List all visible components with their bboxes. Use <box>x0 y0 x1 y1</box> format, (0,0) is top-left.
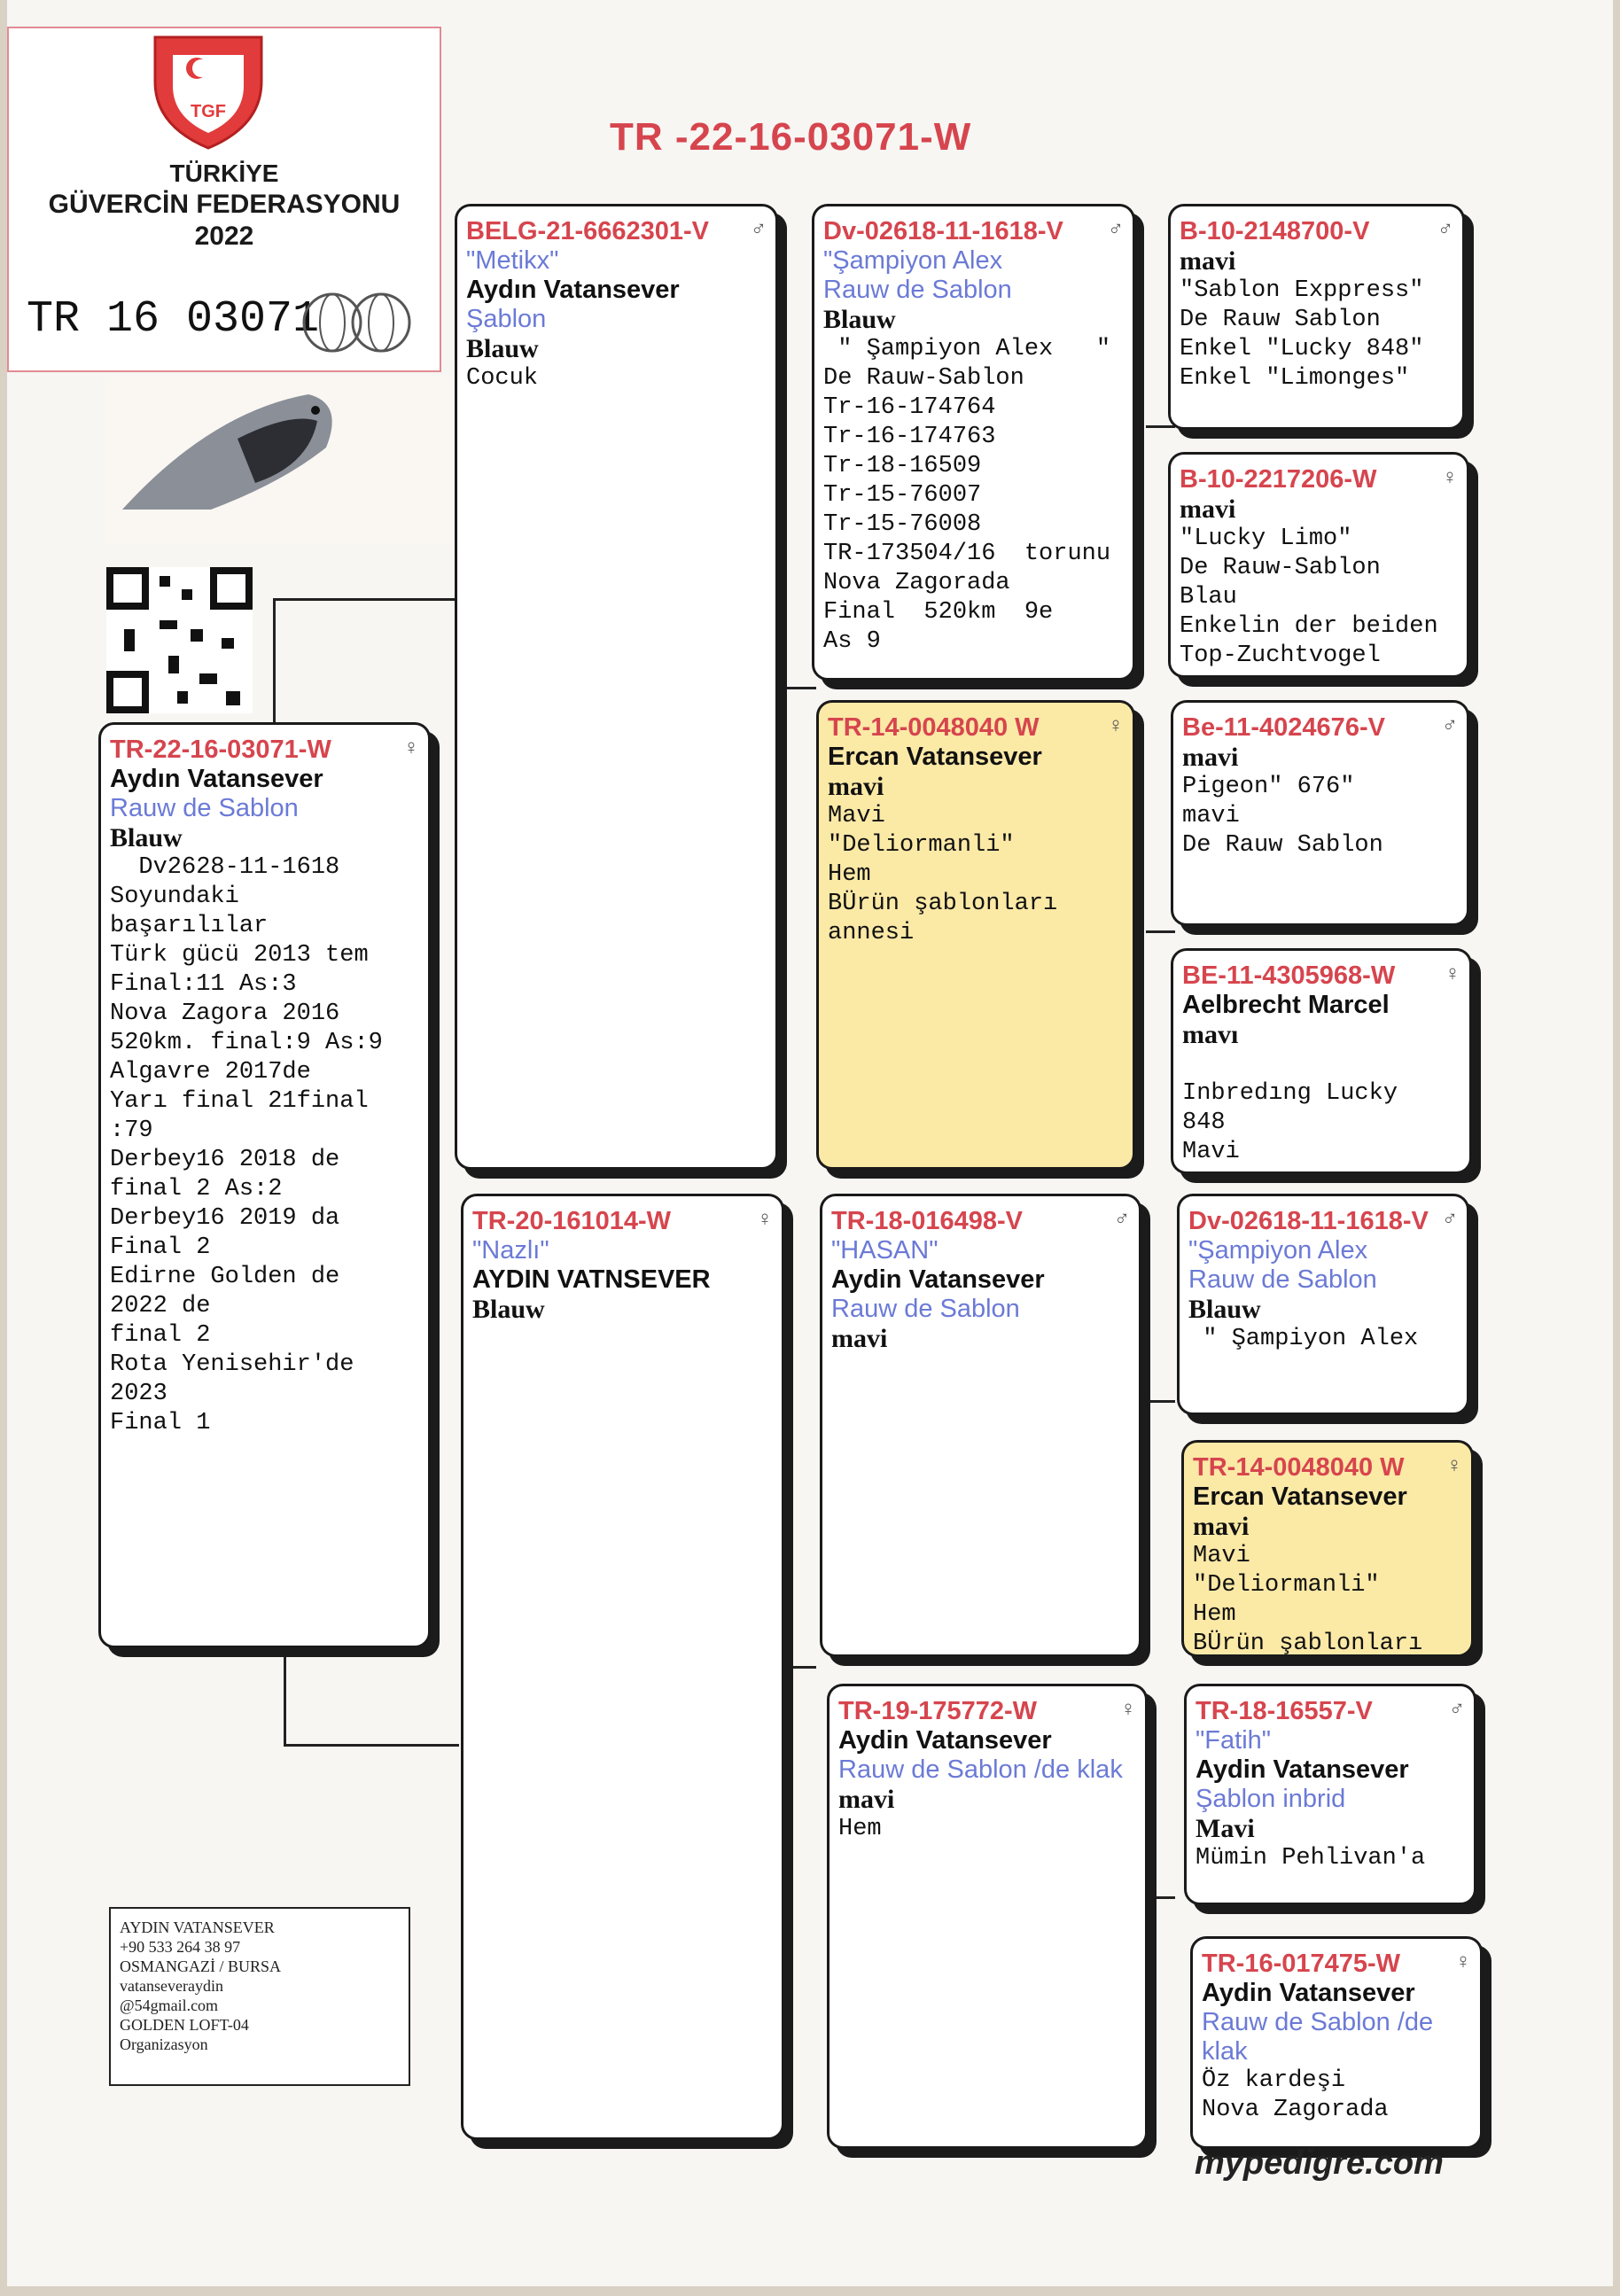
male-icon: ♂ <box>1108 217 1124 241</box>
ring-number: BELG-21-6662301-V ♂ <box>466 217 767 245</box>
pigeon-name: "Fatih" <box>1196 1726 1272 1755</box>
dam-dam-sire-card[interactable] <box>1184 1684 1476 1905</box>
owner-name: Aydin Vatansever <box>1196 1755 1409 1784</box>
pigeon-name: "Şampiyon Alex <box>823 246 1003 275</box>
male-icon: ♂ <box>1442 713 1458 737</box>
contact-line: AYDIN VATANSEVER <box>120 1919 275 1936</box>
owner-name: Aydın Vatansever <box>110 765 323 793</box>
female-icon: ♀ <box>757 1207 773 1231</box>
contact-line: @54gmail.com <box>120 1996 219 2014</box>
owner-name: Aelbrecht Marcel <box>1182 991 1390 1019</box>
connector-line <box>781 687 816 689</box>
notes: "Lucky Limo" De Rauw-Sablon Blau Enkelin der beiden Top-Zuchtvogel <box>1180 525 1438 669</box>
connector-line <box>273 598 276 722</box>
dam-dam-card[interactable] <box>827 1684 1148 2149</box>
notes: " Şampiyon Alex <box>1188 1326 1419 1352</box>
ring-number: Dv-02618-11-1618-V ♂ <box>823 217 1124 245</box>
sire-dam-sire-card[interactable] <box>1171 700 1469 926</box>
notes: Cocuk <box>466 365 539 392</box>
color: mavi <box>838 1785 895 1814</box>
female-icon: ♀ <box>1455 1950 1471 1973</box>
ring-number: Dv-02618-11-1618-V ♂ <box>1188 1207 1458 1235</box>
federation-name-line1: TÜRKİYE <box>169 160 279 187</box>
ring-number: TR-19-175772-W ♀ <box>838 1697 1136 1725</box>
contact-line: Organizasyon <box>120 2035 208 2053</box>
ring-number: TR-20-161014-W ♀ <box>472 1207 773 1235</box>
ring-number: TR-16-017475-W ♀ <box>1202 1950 1471 1978</box>
color: mavi <box>1193 1512 1250 1541</box>
owner-name: Aydin Vatansever <box>831 1265 1045 1294</box>
notes: Öz kardeşi Nova Zagorada <box>1202 2067 1389 2123</box>
dam-sire-card[interactable] <box>820 1194 1141 1657</box>
dam-sire-dam-card[interactable] <box>1181 1440 1474 1657</box>
ring-number: B-10-2148700-V ♂ <box>1180 217 1453 245</box>
male-icon: ♂ <box>1449 1697 1465 1721</box>
owner-name: Aydin Vatansever <box>1202 1979 1415 2007</box>
ring-number: Be-11-4024676-V ♂ <box>1182 713 1458 742</box>
sire-sire-sire-card[interactable] <box>1168 204 1465 430</box>
color: Blauw <box>472 1295 545 1324</box>
connector-line <box>1146 1896 1175 1899</box>
ring-number: TR-14-0048040 W ♀ <box>1193 1453 1462 1482</box>
dam-card[interactable] <box>461 1194 784 2140</box>
female-icon: ♀ <box>403 735 419 759</box>
female-icon: ♀ <box>1442 465 1458 489</box>
contact-line: GOLDEN LOFT-04 <box>120 2016 249 2034</box>
sire-sire-dam-card[interactable] <box>1168 452 1469 678</box>
connector-line <box>1146 425 1175 428</box>
owner-name: Aydın Vatansever <box>466 276 680 304</box>
brand-footer[interactable]: mypedigre.com <box>1195 2144 1444 2182</box>
owner-name: Ercan Vatansever <box>828 743 1042 771</box>
notes: Mavi "Deliormanli" Hem BÜrün şablonları annesi <box>828 803 1058 946</box>
sire-sire-card[interactable] <box>812 204 1135 681</box>
pigeon-name: "HASAN" <box>831 1236 939 1265</box>
federation-ring-number: TR 16 03071 <box>27 294 320 345</box>
male-icon: ♂ <box>1437 217 1453 241</box>
contact-box <box>109 1907 410 2086</box>
color: Blauw <box>1188 1295 1261 1324</box>
male-icon: ♂ <box>1442 1207 1458 1231</box>
notes: "Sablon Exppress" De Rauw Sablon Enkel "Lucky 848" Enkel "Limonges" <box>1180 277 1424 392</box>
notes: Hem <box>838 1816 882 1842</box>
color: mavi <box>1180 246 1236 276</box>
ring-number: BE-11-4305968-W ♀ <box>1182 961 1460 990</box>
notes: Inbredıng Lucky 848 Mavi <box>1182 1080 1398 1165</box>
strain: Rauw de Sablon <box>1188 1265 1377 1294</box>
notes: Mavi "Deliormanli" Hem BÜrün şablonları <box>1193 1543 1423 1657</box>
contact-line: OSMANGAZİ / BURSA <box>120 1957 282 1975</box>
ring-number: TR-18-016498-V ♂ <box>831 1207 1130 1235</box>
connector-line <box>273 598 459 601</box>
color: Blauw <box>823 305 896 334</box>
subject-pigeon-card[interactable] <box>98 722 431 1648</box>
owner-name: Aydin Vatansever <box>838 1726 1052 1755</box>
strain: Rauw de Sablon <box>831 1295 1020 1323</box>
female-icon: ♀ <box>1446 1453 1462 1477</box>
globe-icon <box>297 285 412 356</box>
strain: Rauw de Sablon /de klak <box>1202 2008 1434 2066</box>
pedigree-title: TR -22-16-03071-W <box>610 115 972 159</box>
strain: Rauw de Sablon <box>823 276 1012 304</box>
color: Mavi <box>1196 1814 1255 1843</box>
color: mavi <box>831 1324 888 1353</box>
ring-number: B-10-2217206-W ♀ <box>1180 465 1458 494</box>
color: mavi <box>1182 743 1239 772</box>
ring-number: TR-22-16-03071-W ♀ <box>110 735 419 764</box>
strain: Şablon inbrid <box>1196 1785 1346 1813</box>
federation-logo-text: TGF <box>191 102 226 121</box>
sire-card[interactable] <box>455 204 778 1170</box>
dam-sire-sire-card[interactable] <box>1177 1194 1469 1415</box>
strain: Şablon <box>466 305 547 333</box>
federation-year: 2022 <box>194 222 254 251</box>
pigeon-name: "Şampiyon Alex <box>1188 1236 1368 1265</box>
strain: Rauw de Sablon <box>110 794 299 822</box>
pigeon-name: "Nazlı" <box>472 1236 549 1265</box>
federation-certificate <box>7 27 441 372</box>
federation-name-line2: GÜVERCİN FEDERASYONU <box>48 190 401 219</box>
female-icon: ♀ <box>1108 713 1124 737</box>
dam-dam-dam-card[interactable] <box>1190 1936 1483 2149</box>
sire-dam-dam-card[interactable] <box>1171 948 1472 1174</box>
strain: Rauw de Sablon /de klak <box>838 1755 1123 1784</box>
sire-dam-card[interactable] <box>816 700 1135 1170</box>
notes: Mümin Pehlivan'a <box>1196 1845 1426 1872</box>
female-icon: ♀ <box>1445 961 1460 985</box>
connector-line <box>1146 930 1175 933</box>
connector-line <box>781 1666 816 1669</box>
qr-code <box>106 567 253 713</box>
male-icon: ♂ <box>751 217 767 241</box>
notes: Pigeon" 676" mavi De Rauw Sablon <box>1182 774 1383 859</box>
connector-line <box>1146 1400 1175 1403</box>
color: Blauw <box>466 334 539 363</box>
color: Blauw <box>110 823 183 852</box>
color: mavi <box>1180 494 1236 524</box>
pigeon-name: "Metikx" <box>466 246 559 275</box>
color: mavı <box>1182 1020 1239 1049</box>
notes: " Şampiyon Alex " De Rauw-Sablon Tr-16-174764 Tr-16-174763 Tr-18-16509 Tr-15-76007 Tr-15-76008 TR-173504/16 torunu Nova Zagorada Final 520km 9e As 9 <box>823 336 1111 655</box>
contact-line: +90 533 264 38 97 <box>120 1938 241 1956</box>
ring-number: TR-18-16557-V ♂ <box>1196 1697 1465 1725</box>
connector-line <box>284 1744 459 1747</box>
contact-line: vatanseveraydin <box>120 1977 223 1995</box>
male-icon: ♂ <box>1114 1207 1130 1231</box>
pigeon-photo <box>105 377 450 545</box>
owner-name: AYDIN VATNSEVER <box>472 1265 711 1294</box>
federation-shield-icon <box>142 28 275 152</box>
owner-name: Ercan Vatansever <box>1193 1483 1407 1511</box>
connector-line <box>284 1644 286 1746</box>
pedigree-sheet <box>7 0 1613 2286</box>
ring-number: TR-14-0048040 W ♀ <box>828 713 1124 742</box>
female-icon: ♀ <box>1120 1697 1136 1721</box>
notes: Dv2628-11-1618 Soyundaki başarılılar Türk gücü 2013 tem Final:11 As:3 Nova Zagora 2016 520km. final:9 As:9 Algavre 2017de Yarı final 21final :79 Derbey16 2018 de final 2 As:2 Derbey16 2019 da Final 2 Edirne Golden de 2022 de final 2 Rota Yenisehir'de 2023 Final 1 <box>110 854 383 1436</box>
color: mavi <box>828 772 884 801</box>
